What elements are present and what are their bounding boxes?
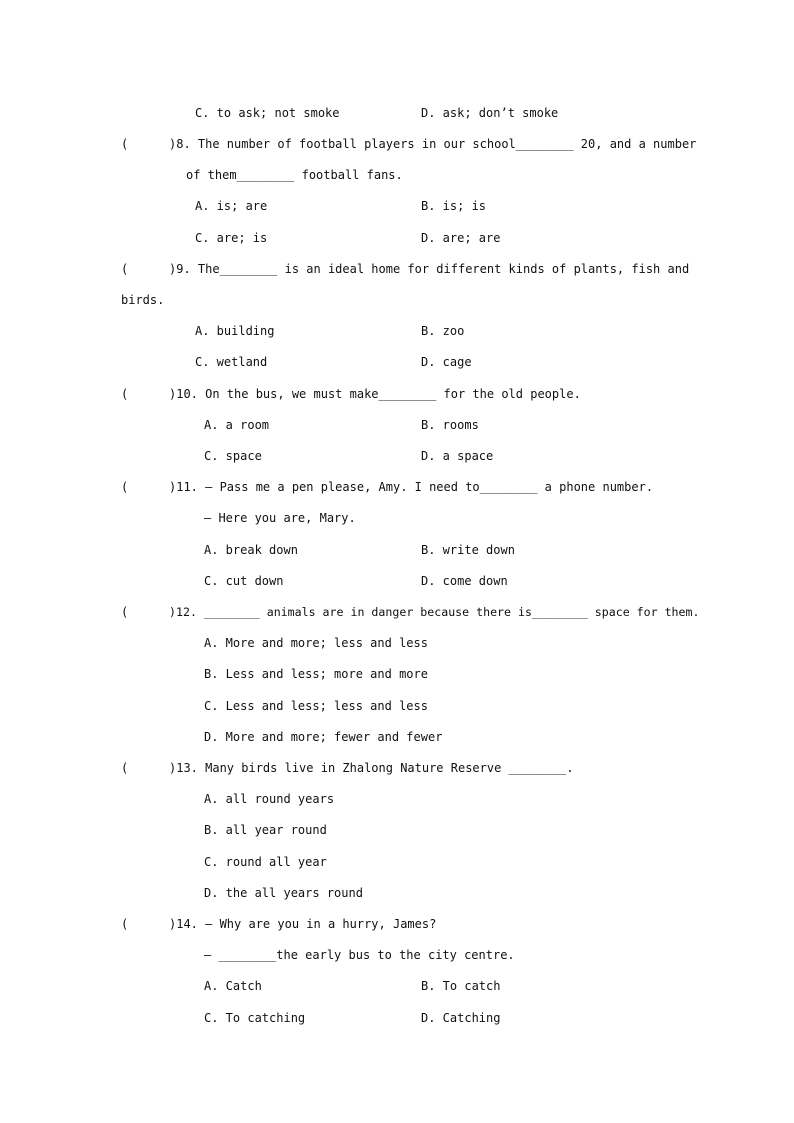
q10-option-d: D. a space: [421, 449, 494, 463]
q9-stem-line1: )9. The________ is an ideal home for different kinds of plants, fish and: [169, 262, 690, 276]
q8-option-d: D. are; are: [421, 231, 501, 245]
q12-stem-line1: )12. ________ animals are in danger because there is________ space for them.: [169, 605, 700, 619]
q10-stem-line1: )10. On the bus, we must make________ for the old people.: [169, 387, 581, 401]
q11-answer-paren[interactable]: (: [121, 480, 129, 494]
q13-option-c: C. round all year: [204, 855, 327, 869]
q11-option-b: B. write down: [421, 543, 515, 557]
q13-option-d: D. the all years round: [204, 886, 363, 900]
q11-option-d: D. come down: [421, 574, 508, 588]
q11-option-a: A. break down: [204, 543, 298, 557]
q8-stem-line2: of them________ football fans.: [186, 168, 403, 182]
q11-option-c: C. cut down: [204, 574, 284, 588]
q14-option-c: C. To catching: [204, 1011, 306, 1025]
q8-stem-line1: )8. The number of football players in our school________ 20, and a number: [169, 137, 697, 151]
q9-option-d: D. cage: [421, 355, 472, 369]
q9-option-b: B. zoo: [421, 324, 465, 338]
q9-option-a: A. building: [195, 324, 275, 338]
q14-stem-line1: )14. — Why are you in a hurry, James?: [169, 917, 437, 931]
q13-option-a: A. all round years: [204, 792, 335, 806]
q10-option-c: C. space: [204, 449, 262, 463]
q8-option-b: B. is; is: [421, 199, 487, 213]
q13-stem-line1: )13. Many birds live in Zhalong Nature Reserve ________.: [169, 761, 574, 775]
q12-answer-paren[interactable]: (: [121, 605, 129, 619]
q8-answer-paren[interactable]: (: [121, 137, 129, 151]
q13-answer-paren[interactable]: (: [121, 761, 129, 775]
q9-stem-line2: birds.: [121, 293, 165, 307]
q13-option-b: B. all year round: [204, 823, 327, 837]
q12-option-d: D. More and more; fewer and fewer: [204, 730, 443, 744]
q14-answer-paren[interactable]: (: [121, 917, 129, 931]
q14-stem-line2: — ________the early bus to the city centre.: [204, 948, 515, 962]
q10-answer-paren[interactable]: (: [121, 387, 129, 401]
q7-option-c: C. to ask; not smoke: [195, 106, 340, 120]
q10-option-a: A. a room: [204, 418, 270, 432]
q8-option-a: A. is; are: [195, 199, 268, 213]
q12-option-a: A. More and more; less and less: [204, 636, 428, 650]
q14-option-d: D. Catching: [421, 1011, 501, 1025]
q11-stem-line2: — Here you are, Mary.: [204, 511, 356, 525]
q12-option-b: B. Less and less; more and more: [204, 667, 428, 681]
q11-stem-line1: )11. — Pass me a pen please, Amy. I need to________ a phone number.: [169, 480, 654, 494]
q7-option-d: D. ask; don’t smoke: [421, 106, 559, 120]
q14-option-b: B. To catch: [421, 979, 501, 993]
q14-option-a: A. Catch: [204, 979, 262, 993]
q8-option-c: C. are; is: [195, 231, 268, 245]
q9-answer-paren[interactable]: (: [121, 262, 129, 276]
q10-option-b: B. rooms: [421, 418, 479, 432]
q12-option-c: C. Less and less; less and less: [204, 699, 428, 713]
q9-option-c: C. wetland: [195, 355, 268, 369]
